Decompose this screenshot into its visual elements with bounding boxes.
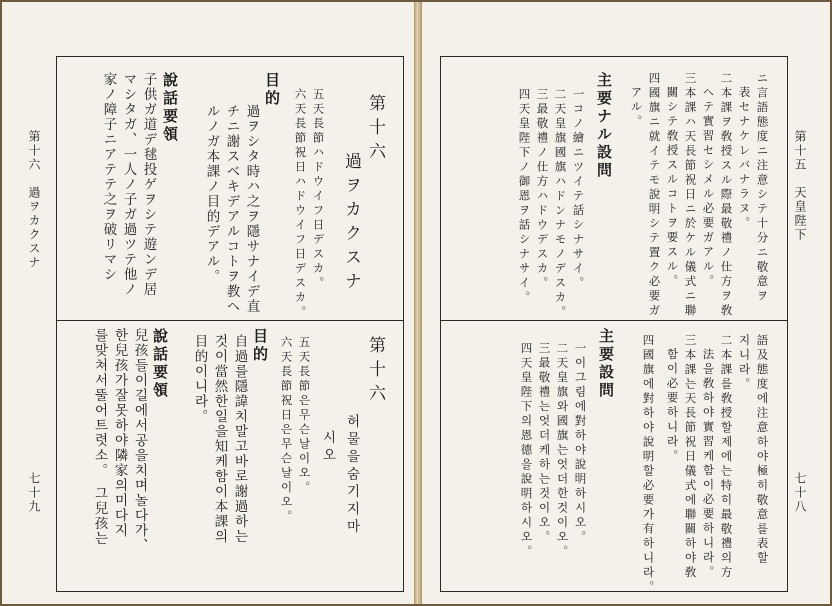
right-page — [422, 2, 830, 604]
kr-story-line: 兒孩들이길에서공을치며놀다가、 — [131, 328, 148, 553]
kr-question-5: 五天長節은무슨날이오。 — [297, 336, 312, 496]
kr-aim-line: 目的이니라。 — [191, 334, 208, 424]
jp-aim-line: チニ謝スベキデアルコトヲ教ヘ — [223, 104, 240, 314]
kr-question: 二天皇旗와國旗는엇더한것이오。 — [555, 342, 570, 560]
kr-story-line: 를맞쳐서뚤어트렷소。 그兒孩는 — [91, 328, 108, 547]
kr-point-line: 三本課는天長節祝日儀式에聯關하야敎 — [683, 334, 698, 581]
left-page-divider — [56, 320, 404, 321]
jp-question: 二天皇旗國旗ハドンナモノデスカ。 — [553, 88, 568, 320]
kr-aim-line: 것이當然한일을知케함이本課의 — [211, 334, 228, 544]
book-gutter — [414, 2, 422, 604]
jp-point-line: 關シテ敎授スルコトヲ要スル。 — [665, 86, 680, 289]
kr-lesson-subtitle-2: 시오 — [319, 430, 336, 465]
jp-aim-heading: 目的 — [263, 72, 281, 108]
kr-story-line: 한兒孩가잘못하야隣家의미다지 — [111, 328, 128, 538]
right-margin-header: 第十五 天皇陛下 — [793, 130, 807, 242]
jp-story-heading: 說話要領 — [161, 72, 179, 144]
jp-point-line: 三本課ハ天長節祝日ニ於ケル儀式ニ聯 — [683, 72, 698, 319]
jp-point-line: 二本課ヲ敎授スル際最敬禮ノ仕方ヲ敎 — [719, 72, 734, 319]
jp-question: 三最敬禮ノ仕方ハドウデスカ。 — [535, 88, 550, 291]
kr-lesson-title: 第十六 — [365, 336, 385, 408]
kr-questions-heading: 主要設問 — [597, 328, 615, 400]
kr-point-line: 語及態度에注意하야極히敬意를表할 — [755, 334, 770, 566]
jp-point-line: ニ言語態度ニ注意シテ十分ニ敬意ヲ — [755, 72, 770, 304]
kr-point-line: 함이必要하니라。 — [665, 348, 680, 464]
right-page-frame — [440, 56, 788, 592]
left-margin-header: 第十六 過ヲカクスナ — [27, 130, 41, 270]
jp-question: 四天皇陛下ノ御恩ヲ話シナサイ。 — [517, 88, 532, 306]
jp-questions-heading: 主要ナル設問 — [595, 72, 613, 180]
kr-point-line: 二本課를敎授할제에는特히最敬禮의方 — [719, 334, 734, 581]
left-page — [2, 2, 414, 604]
jp-question: 一コノ繪ニツイテ話シナサイ。 — [571, 88, 586, 291]
jp-point-line: アル。 — [629, 86, 644, 130]
jp-lesson-title: 第十六 — [365, 94, 385, 166]
jp-story-line: 家ノ障子ニアテテ之ヲ破リマシ — [100, 72, 117, 282]
jp-lesson-subtitle: 過ヲカクスナ — [341, 152, 361, 296]
kr-aim-line: 自過를隱諱치말고바로謝過하는 — [231, 334, 248, 544]
kr-point-line: 四國旗에對하야說明할必要가有하니라。 — [641, 334, 656, 595]
kr-question: 一이그림에對하야說明하시오。 — [573, 342, 588, 545]
jp-story-line: マシタガ、一人ノ子ガ過ツテ他ノ — [120, 72, 137, 297]
right-page-divider — [440, 320, 788, 321]
kr-question: 三最敬禮는엇더케하는것이오。 — [537, 342, 552, 545]
jp-aim-line: ルノガ本課ノ目的デアル。 — [203, 104, 220, 284]
jp-point-line: ヘテ實習セシメル必要ガアル。 — [701, 86, 716, 289]
left-page-number: 七十九 — [27, 472, 41, 514]
kr-question: 四天皇陛下의恩德을說明하시오。 — [519, 342, 534, 560]
kr-point-line: 지니라。 — [737, 334, 752, 392]
kr-story-heading: 說話要領 — [151, 328, 169, 400]
jp-aim-line: 過ヲシタ時ハ之ヲ隱サナイデ直 — [243, 104, 260, 314]
kr-point-line: 法을敎하야實習케함이必要하니라。 — [701, 348, 716, 580]
kr-question-6: 六天長節祝日은무슨날이오。 — [279, 336, 294, 525]
kr-aim-heading: 目的 — [251, 328, 269, 364]
jp-question-6: 六天長節祝日ハドウイフ日デスカ。 — [293, 88, 308, 320]
jp-story-line: 子供ガ道デ毬投ゲヲシテ遊ンデ居 — [140, 72, 157, 297]
open-book — [2, 2, 830, 604]
jp-question-5: 五天長節ハドウイフ日デスカ。 — [311, 88, 326, 291]
kr-lesson-subtitle: 허물을숨기지마 — [343, 414, 360, 537]
jp-point-line: 表セナケレバナラヌ。 — [737, 86, 752, 231]
jp-point-line: 四國旗ニ就イテモ說明シテ置ク必要ガ — [647, 72, 662, 319]
right-page-number: 七十八 — [793, 472, 807, 514]
